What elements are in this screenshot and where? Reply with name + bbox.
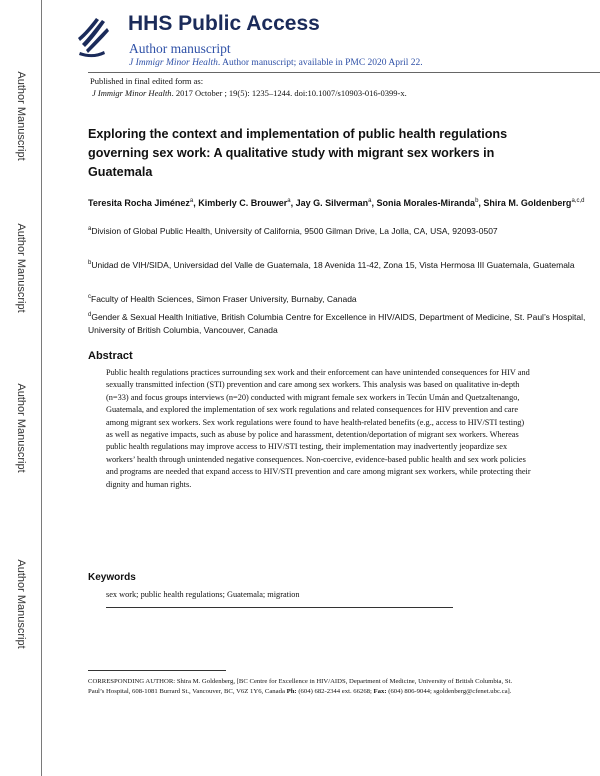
keywords-heading: Keywords [88,572,136,583]
affiliation-c: $^c$Faculty of Health Sciences, Simon Fraser University, Burnaby, Canada [88,294,357,304]
side-label-3: Author Manuscript [15,383,27,473]
affiliation-a: $^a$Division of Global Public Health, University of California, 9500 Gilman Drive, La Jolla, CA, USA, 92093-0507 [88,226,498,236]
keywords-divider [106,607,453,608]
citation: J Immigr Minor Health. 2017 October ; 19(5): 1235–1244. doi:10.1007/s10903-016-0399-x. [92,88,407,98]
author-name: Shira M. Goldenberg [483,198,572,208]
abstract-heading: Abstract [88,350,133,362]
affiliation-d: $^d$Gender & Sexual Health Initiative, British Columbia Centre for Excellence in HIV/AIDS, Department of Medicine, St. Paul’s Hospital, University of British Columbia, Vancouver, Canada [88,312,586,335]
affiliation-b: $^b$Unidad de VIH/SIDA, Universidad del Valle de Guatemala, 18 Avenida 11-42, Zona 15, Vista Hermosa III Guatemala, Guatemala [88,260,575,270]
author-name: Teresita Rocha Jiménez [88,198,190,208]
author-name: Kimberly C. Brouwer [198,198,288,208]
side-label-2: Author Manuscript [15,223,27,313]
header-divider [88,72,600,73]
article-title: Exploring the context and implementation of public health regulations governing sex work: A qualitative study with migrant sex workers in Guatemala [88,127,508,179]
side-label-1: Author Manuscript [15,71,27,161]
footnote-divider [88,670,226,671]
author-manuscript-label: Author manuscript [129,41,231,56]
journal-availability: J Immigr Minor Health. Author manuscript; available in PMC 2020 April 22. [129,58,423,68]
hhs-eagle-logo-icon [74,14,114,58]
keywords-text: sex work; public health regulations; Guatemala; migration [106,590,300,599]
author-name: Jay G. Silverman [295,198,369,208]
published-in-label: Published in final edited form as: [90,76,204,86]
side-label-4: Author Manuscript [15,559,27,649]
corresponding-author-footnote: CORRESPONDING AUTHOR: Shira M. Goldenberg, [BC Centre for Excellence in HIV/AIDS, Department of Medicine, University of British Columbia, St. Paul’s Hospital, 608-1081 Burrard St., Vancouver, BC, V6Z 1Y6, Canada Ph: (604) 682-2344 ext. 66268; Fax: (604) 806-9044; sgoldenberg@cfenet.ubc.ca]. [88,678,513,695]
abstract-text: Public health regulations practices surrounding sex work and their enforcement can have unintended consequences for HIV and sexually transmitted infection (STI) prevention and care among sex workers. This analysis was based on qualitative in-depth (n=33) and focus groups interviews (n=20) conducted with migrant female sex workers in Tecún Umán and Quetzaltenango, Guatemala, and explored the implementation of sex work regulations and related consequences for HIV prevention and care among migrant sex workers. Sex work regulations were found to have health-related benefits (e.g., access to HIV/STI testing) as well as negative impacts, such as abuse by police and harassment, detention/deportation of migrant sex workers. Whereas public health regulations may improve access to HIV/STI testing, their implementation may inadvertently jeopardize sex workers’ health through unintended negative consequences. Non-coercive, evidence-based public health and sex work policies and programs are needed that expand access to HIV/STI prevention and care among migrant sex workers, while protecting their dignity and human rights. [106,368,531,489]
margin-rule [41,0,42,776]
author-list: Teresita Rocha Jiménez$^a$, Kimberly C. Brouwer$^a$, Jay G. Silverman$^a$, Sonia Morales-Miranda$^b$, Shira M. Goldenberg$^{a,c,d}$ [88,198,585,208]
author-name: Sonia Morales-Miranda [376,198,476,208]
hhs-public-access-title: HHS Public Access [128,12,320,35]
